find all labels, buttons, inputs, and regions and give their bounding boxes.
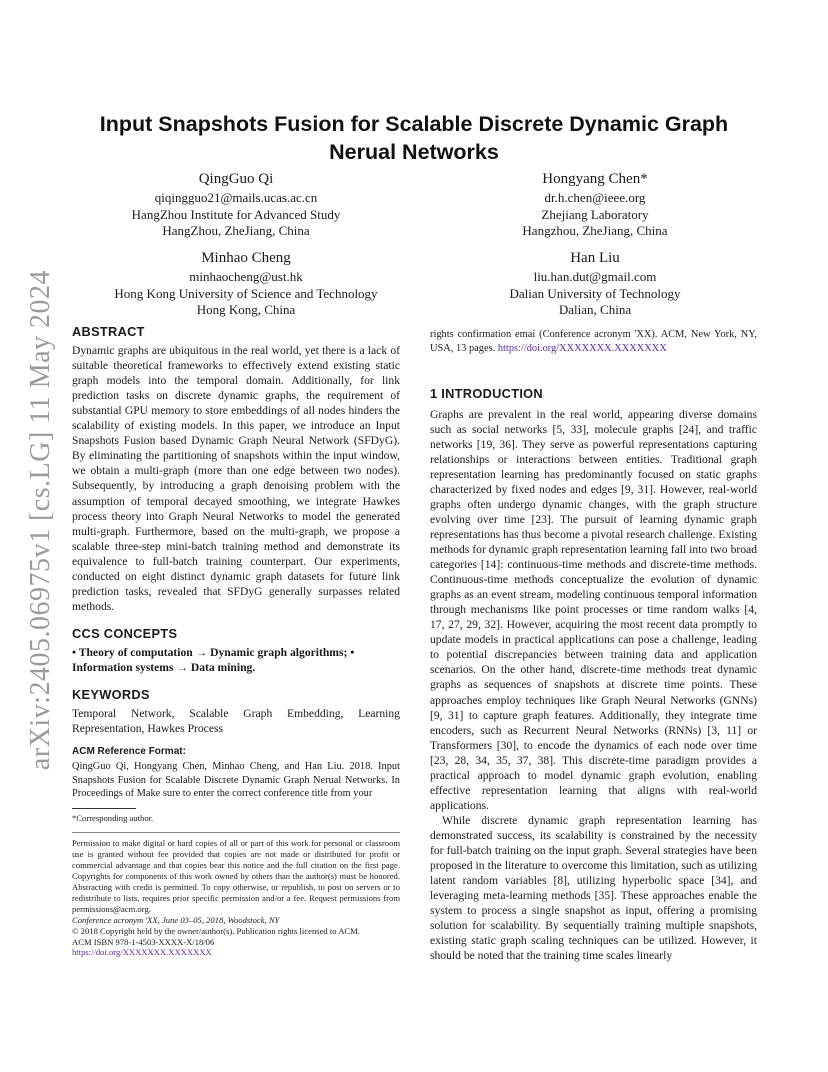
arxiv-identifier — [26, 270, 56, 770]
acm-ref-doi-link[interactable]: https://doi.org/XXXXXXX.XXXXXXX — [497, 342, 667, 354]
author-block-4 — [456, 249, 734, 319]
acm-ref-heading: ACM Reference Format: — [72, 746, 186, 758]
conference-line: Conference acronym 'XX, June 03–05, 2018, Woodstock, NY — [72, 914, 280, 925]
copyright-line: © 2018 Copyright held by the owner/author(s). Publication rights licensed to ACM. — [72, 925, 360, 936]
author-affiliation: Hong Kong University of Science and Technology — [114, 285, 378, 301]
introduction-heading: 1 INTRODUCTION — [430, 385, 543, 401]
corresponding-author-note: *Corresponding author. — [72, 813, 154, 824]
abstract-text: Dynamic graphs are ubiquitous in the real world, yet there is a lack of suitable theoretical frameworks to effectively extend existing static graph models into the temporal domain. Additionally, for link prediction tasks on discrete dynamic graphs, the requirement of substantial GPU memory to store embeddings of all nodes hinders the scalability of existing models. In this paper, we introduce an Input Snapshots Fusion based Dynamic Graph Neural Network (SFDyG). By eliminating the partitioning of snapshots within the input window, we obtain a multi-graph (more than one edge between two nodes). Subsequently, by introducing a graph denoising problem with the assumption of temporal decayed smoothing, we integrate Hawkes process theory into Graph Neural Networks to model the generated multi-graph. Furthermore, based on the multi-graph, we propose a scalable three-step mini-batch training method and demonstrate its equivalence to full-batch training counterpart. Our experiments, conducted on eight distinct dynamic graph datasets for future link prediction tasks, revealed that SFDyG generally surpasses related methods. — [72, 344, 400, 613]
author-block-2 — [456, 170, 734, 240]
author-email: minhaocheng@ust.hk — [189, 269, 303, 284]
author-block-1 — [100, 170, 372, 240]
author-email: dr.h.chen@ieee.org — [544, 190, 646, 205]
isbn-line: ACM ISBN 978-1-4503-XXXX-X/18/06 — [72, 936, 215, 947]
permission-divider — [72, 832, 400, 833]
footnote-rule — [72, 808, 136, 809]
author-affiliation: Dalian University of Technology — [509, 285, 681, 301]
acm-ref-text: QingGuo Qi, Hongyang Chen, Minhao Cheng, and Han Liu. 2018. Input Snapshots Fusion for Scalable Discrete Dynamic Graph Nerual Networks. In Proceedings of Make sure to enter the correct conference title from your — [72, 761, 400, 800]
author-email: liu.han.dut@gmail.com — [533, 269, 657, 284]
ccs-heading: CCS CONCEPTS — [72, 625, 178, 641]
acm-ref-continued-text: rights confirmation emai (Conference acronym 'XX). ACM, New York, NY, USA, 13 pages. — [430, 329, 757, 354]
author-location: Dalian, China — [558, 302, 632, 317]
paper-title: Input Snapshots Fusion for Scalable Discrete Dynamic Graph Nerual Networks — [99, 112, 729, 164]
author-affiliation: Zhejiang Laboratory — [541, 206, 649, 222]
arxiv-id-text: arXiv:2405.06975v1 [cs.LG] 11 May 2024 — [25, 269, 56, 771]
author-location: HangZhou, ZheJiang, China — [162, 223, 310, 238]
author-affiliation: HangZhou Institute for Advanced Study — [131, 206, 341, 222]
author-block-3 — [100, 249, 392, 319]
left-column — [72, 324, 400, 958]
introduction-paragraph-1: Graphs are prevalent in the real world, appearing diverse domains such as social networks [5, 33], molecule graphs [24], and traffic networks [19, 36]. They serve as powerful representations capturing relationships or interactions between entities. Traditional graph representation learning has predominantly focused on static graphs characterized by fixed nodes and edges [9, 31]. However, real-world graphs often undergo dynamic changes, with the graph structure evolving over time [23]. The pursuit of learning dynamic graph representations has thus become a pivotal research challenge. Existing methods for dynamic graph representation learning fall into two broad categories [14]: continuous-time methods and discrete-time methods. Continuous-time methods conceptualize the evolution of dynamic graphs as an event stream, modeling continuous temporal information through mechanisms like point processes or time random walks [4, 17, 27, 29, 32]. However, acquiring the most recent data promptly to update models in practical applications can pose a challenge, leading to potential discrepancies between training data and application scenarios. On the other hand, discrete-time methods treat dynamic graphs as sequences of snapshots at discrete time points. These approaches employ techniques like Graph Neural Networks (GNNs) [9, 31] to capture graph features. Additionally, they integrate time encoders, such as Recurrent Neural Networks (RNNs) [3, 11] or Transformers [30], to encode the dynamics of each node over time [23, 28, 34, 35, 37, 38]. This discrete-time paradigm provides a practical approach to model dynamic graph evolution, enabling effective representation learning that aligns with real-world applications. — [430, 407, 757, 812]
keywords-text: Temporal Network, Scalable Graph Embedding, Learning Representation, Hawkes Process — [72, 707, 400, 736]
introduction-paragraph-2: While discrete dynamic graph representation learning has demonstrated success, its scalability is constrained by the necessity for full-batch training on the input graph. Several strategies have been proposed in the literature to overcome this limitation, such as utilizing latent random variables [8], utilizing hyperbolic space [34], and leveraging meta-learning methods [35]. These approaches enable the system to process a single snapshot as input, offering a promising solution for scalability. By sequentially training multiple snapshots, existing static graph scaling techniques can be utilized. However, it should be noted that the training time scales linearly — [430, 813, 757, 963]
ccs-text: • Theory of computation → Dynamic graph algorithms; • Information systems → Data mining. — [72, 645, 355, 674]
abstract-heading: ABSTRACT — [72, 324, 145, 339]
author-name: Hongyang Chen* — [542, 171, 648, 187]
author-name: QingGuo Qi — [198, 171, 274, 187]
author-location: Hangzhou, ZheJiang, China — [522, 223, 668, 238]
acm-ref-continued — [430, 328, 757, 356]
author-name: Minhao Cheng — [201, 250, 291, 266]
author-name: Han Liu — [570, 250, 620, 266]
permission-text: Permission to make digital or hard copies of all or part of this work for personal or classroom use is granted without fee provided that copies are not made or distributed for profit or commercial advantage and that copies bear this notice and the full citation on the first page. Copyrights for components of this work owned by others than the author(s) must be honored. Abstracting with credit is permitted. To copy otherwise, or republish, to post on servers or to redistribute to lists, requires prior specific permission and/or a fee. Request permissions from permissions@acm.org. — [72, 838, 400, 914]
author-location: Hong Kong, China — [196, 302, 296, 317]
right-column — [430, 328, 757, 963]
author-email: qiqingguo21@mails.ucas.ac.cn — [154, 190, 318, 205]
permission-doi-link[interactable]: https://doi.org/XXXXXXX.XXXXXXX — [72, 947, 212, 958]
keywords-heading: KEYWORDS — [72, 687, 150, 703]
